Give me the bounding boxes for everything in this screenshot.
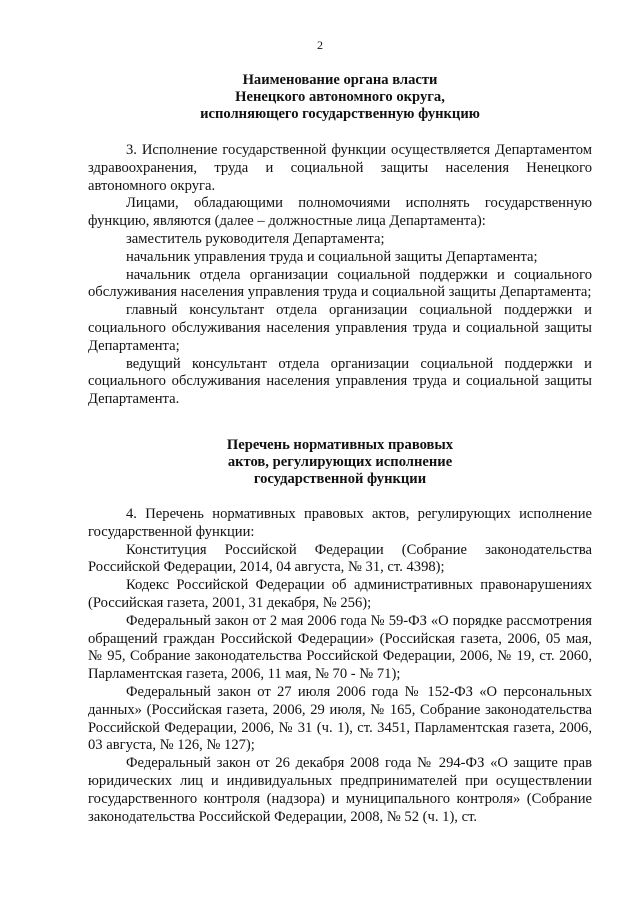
act-item: Конституция Российской Федерации (Собрание законодательства Российской Федерации, 2014, 04 августа, № 31, ст. 4398); — [88, 541, 592, 576]
title-line: исполняющего государственную функцию — [200, 106, 480, 122]
section-authority-body — [88, 142, 592, 409]
title-line: государственной функции — [253, 471, 427, 487]
page-number: 2 — [317, 38, 323, 52]
section-title-authority — [88, 72, 592, 123]
act-item: Кодекс Российской Федерации об административных правонарушениях (Российская газета, 2001, 31 декабря, № 256); — [88, 577, 592, 611]
section-acts — [88, 437, 592, 488]
official-item: главный консультант отдела организации социальной поддержки и социального обслуживания населения управления труда и социальной защиты Департамента; — [88, 302, 592, 354]
paragraph-3: 3. Исполнение государственной функции осуществляется Департаментом здравоохранения, труда и социальной защиты населения Ненецкого автономного округа. — [88, 142, 592, 194]
paragraph-4: 4. Перечень нормативных правовых актов, регулирующих исполнение государственной функции: — [88, 506, 592, 540]
title-line: Наименование органа власти — [242, 72, 438, 88]
official-item: заместитель руководителя Департамента; — [126, 230, 385, 247]
act-item: Федеральный закон от 27 июля 2006 года № 152-ФЗ «О персональных данных» (Российская газета, 2006, 29 июля, № 165, Собрание законодательства Российской Федерации, 2006, № 31 (ч. 1), ст. 3451, Парламентская газета, 2006, 03 августа, № 126, № 127); — [88, 683, 592, 754]
act-item: Федеральный закон от 26 декабря 2008 года № 294-ФЗ «О защите прав юридических лиц и индивидуальных предпринимателей при осуществлении государственного контроля (надзора) и муниципального контроля» (Собрание законодательства Российской Федерации, 2008, № 52 (ч. 1), ст. — [88, 755, 592, 825]
section-title-acts — [88, 437, 592, 488]
title-line: Ненецкого автономного округа, — [235, 89, 445, 105]
official-item: начальник управления труда и социальной защиты Департамента; — [126, 248, 538, 265]
title-line: актов, регулирующих исполнение — [227, 454, 453, 470]
officials-intro: Лицами, обладающими полномочиями исполнять государственную функцию, являются (далее – должностные лица Департамента): — [88, 195, 592, 230]
official-item: начальник отдела организации социальной поддержки и социального обслуживания населения управления труда и социальной защиты Департамента; — [88, 266, 592, 301]
section-authority — [88, 72, 592, 123]
section-acts-body — [88, 506, 592, 826]
act-item: Федеральный закон от 2 мая 2006 года № 59-ФЗ «О порядке рассмотрения обращений граждан Российской Федерации» (Российская газета, 2006, 05 мая, № 95, Собрание законодательства Российской Федерации, 2006, № 19, ст. 2060, Парламентская газета, 2006, 11 мая, № 70 - № 71); — [88, 612, 592, 683]
official-item: ведущий консультант отдела организации социальной поддержки и социального обслуживания населения управления труда и социальной защиты Департамента. — [88, 355, 592, 408]
title-line: Перечень нормативных правовых — [226, 437, 454, 453]
